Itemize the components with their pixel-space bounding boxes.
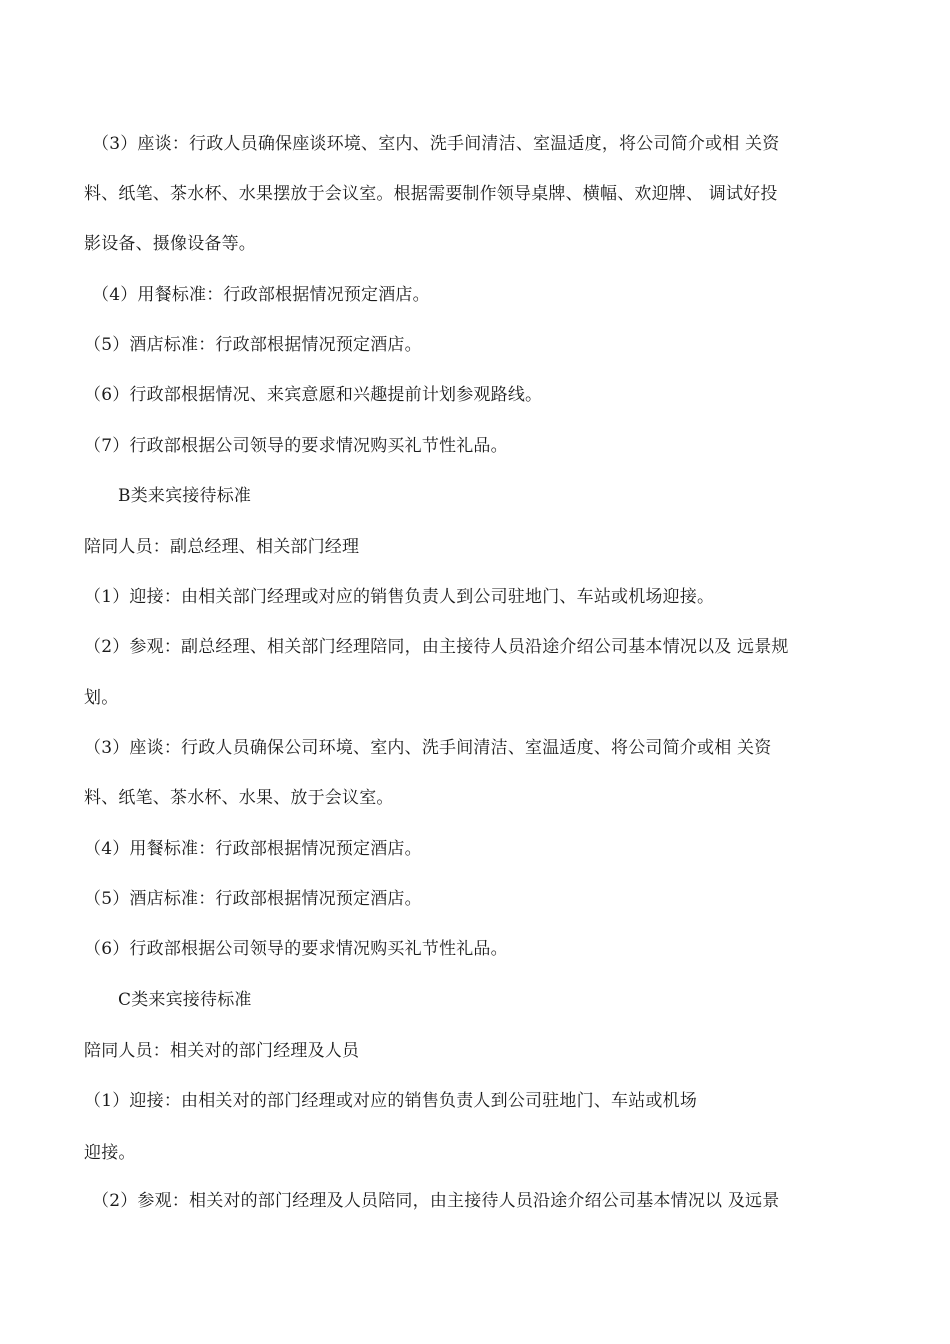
paragraph-line: （4）用餐标准：行政部根据情况预定酒店。 <box>84 839 422 859</box>
paragraph-line: 料、纸笔、茶水杯、水果、放于会议室。 <box>84 788 394 808</box>
paragraph-line: （6）行政部根据情况、来宾意愿和兴趣提前计划参观路线。 <box>84 385 543 405</box>
paragraph-line: （6）行政部根据公司领导的要求情况购买礼节性礼品。 <box>84 939 508 959</box>
paragraph-line: 陪同人员：副总经理、相关部门经理 <box>84 537 360 557</box>
section-heading: C类来宾接待标准 <box>118 990 252 1010</box>
paragraph-line: （2）参观：副总经理、相关部门经理陪同，由主接待人员沿途介绍公司基本情况以及 远景规 <box>84 637 789 657</box>
paragraph-line: 迎接。 <box>84 1143 136 1163</box>
paragraph-line: （1）迎接：由相关对的部门经理或对应的销售负责人到公司驻地门、车站或机场 <box>84 1091 698 1111</box>
paragraph-line: 陪同人员：相关对的部门经理及人员 <box>84 1041 360 1061</box>
paragraph-line: （4）用餐标准：行政部根据情况预定酒店。 <box>92 285 430 305</box>
paragraph-line: （5）酒店标准：行政部根据情况预定酒店。 <box>84 889 422 909</box>
paragraph-line: （5）酒店标准：行政部根据情况预定酒店。 <box>84 335 422 355</box>
paragraph-line: （3）座谈：行政人员确保公司环境、室内、洗手间清洁、室温适度、将公司简介或相 关资 <box>84 738 772 758</box>
paragraph-line: 影设备、摄像设备等。 <box>84 234 256 254</box>
section-heading: B类来宾接待标准 <box>118 486 252 506</box>
paragraph-line: （2）参观：相关对的部门经理及人员陪同，由主接待人员沿途介绍公司基本情况以 及远景 <box>92 1191 780 1211</box>
paragraph-line: （3）座谈：行政人员确保座谈环境、室内、洗手间清洁、室温适度，将公司简介或相 关资 <box>92 134 780 154</box>
paragraph-line: 料、纸笔、茶水杯、水果摆放于会议室。根据需要制作领导桌牌、横幅、欢迎牌、 调试好投 <box>84 184 778 204</box>
paragraph-line: 划。 <box>84 688 119 708</box>
paragraph-line: （7）行政部根据公司领导的要求情况购买礼节性礼品。 <box>84 436 508 456</box>
paragraph-line: （1）迎接：由相关部门经理或对应的销售负责人到公司驻地门、车站或机场迎接。 <box>84 587 715 607</box>
